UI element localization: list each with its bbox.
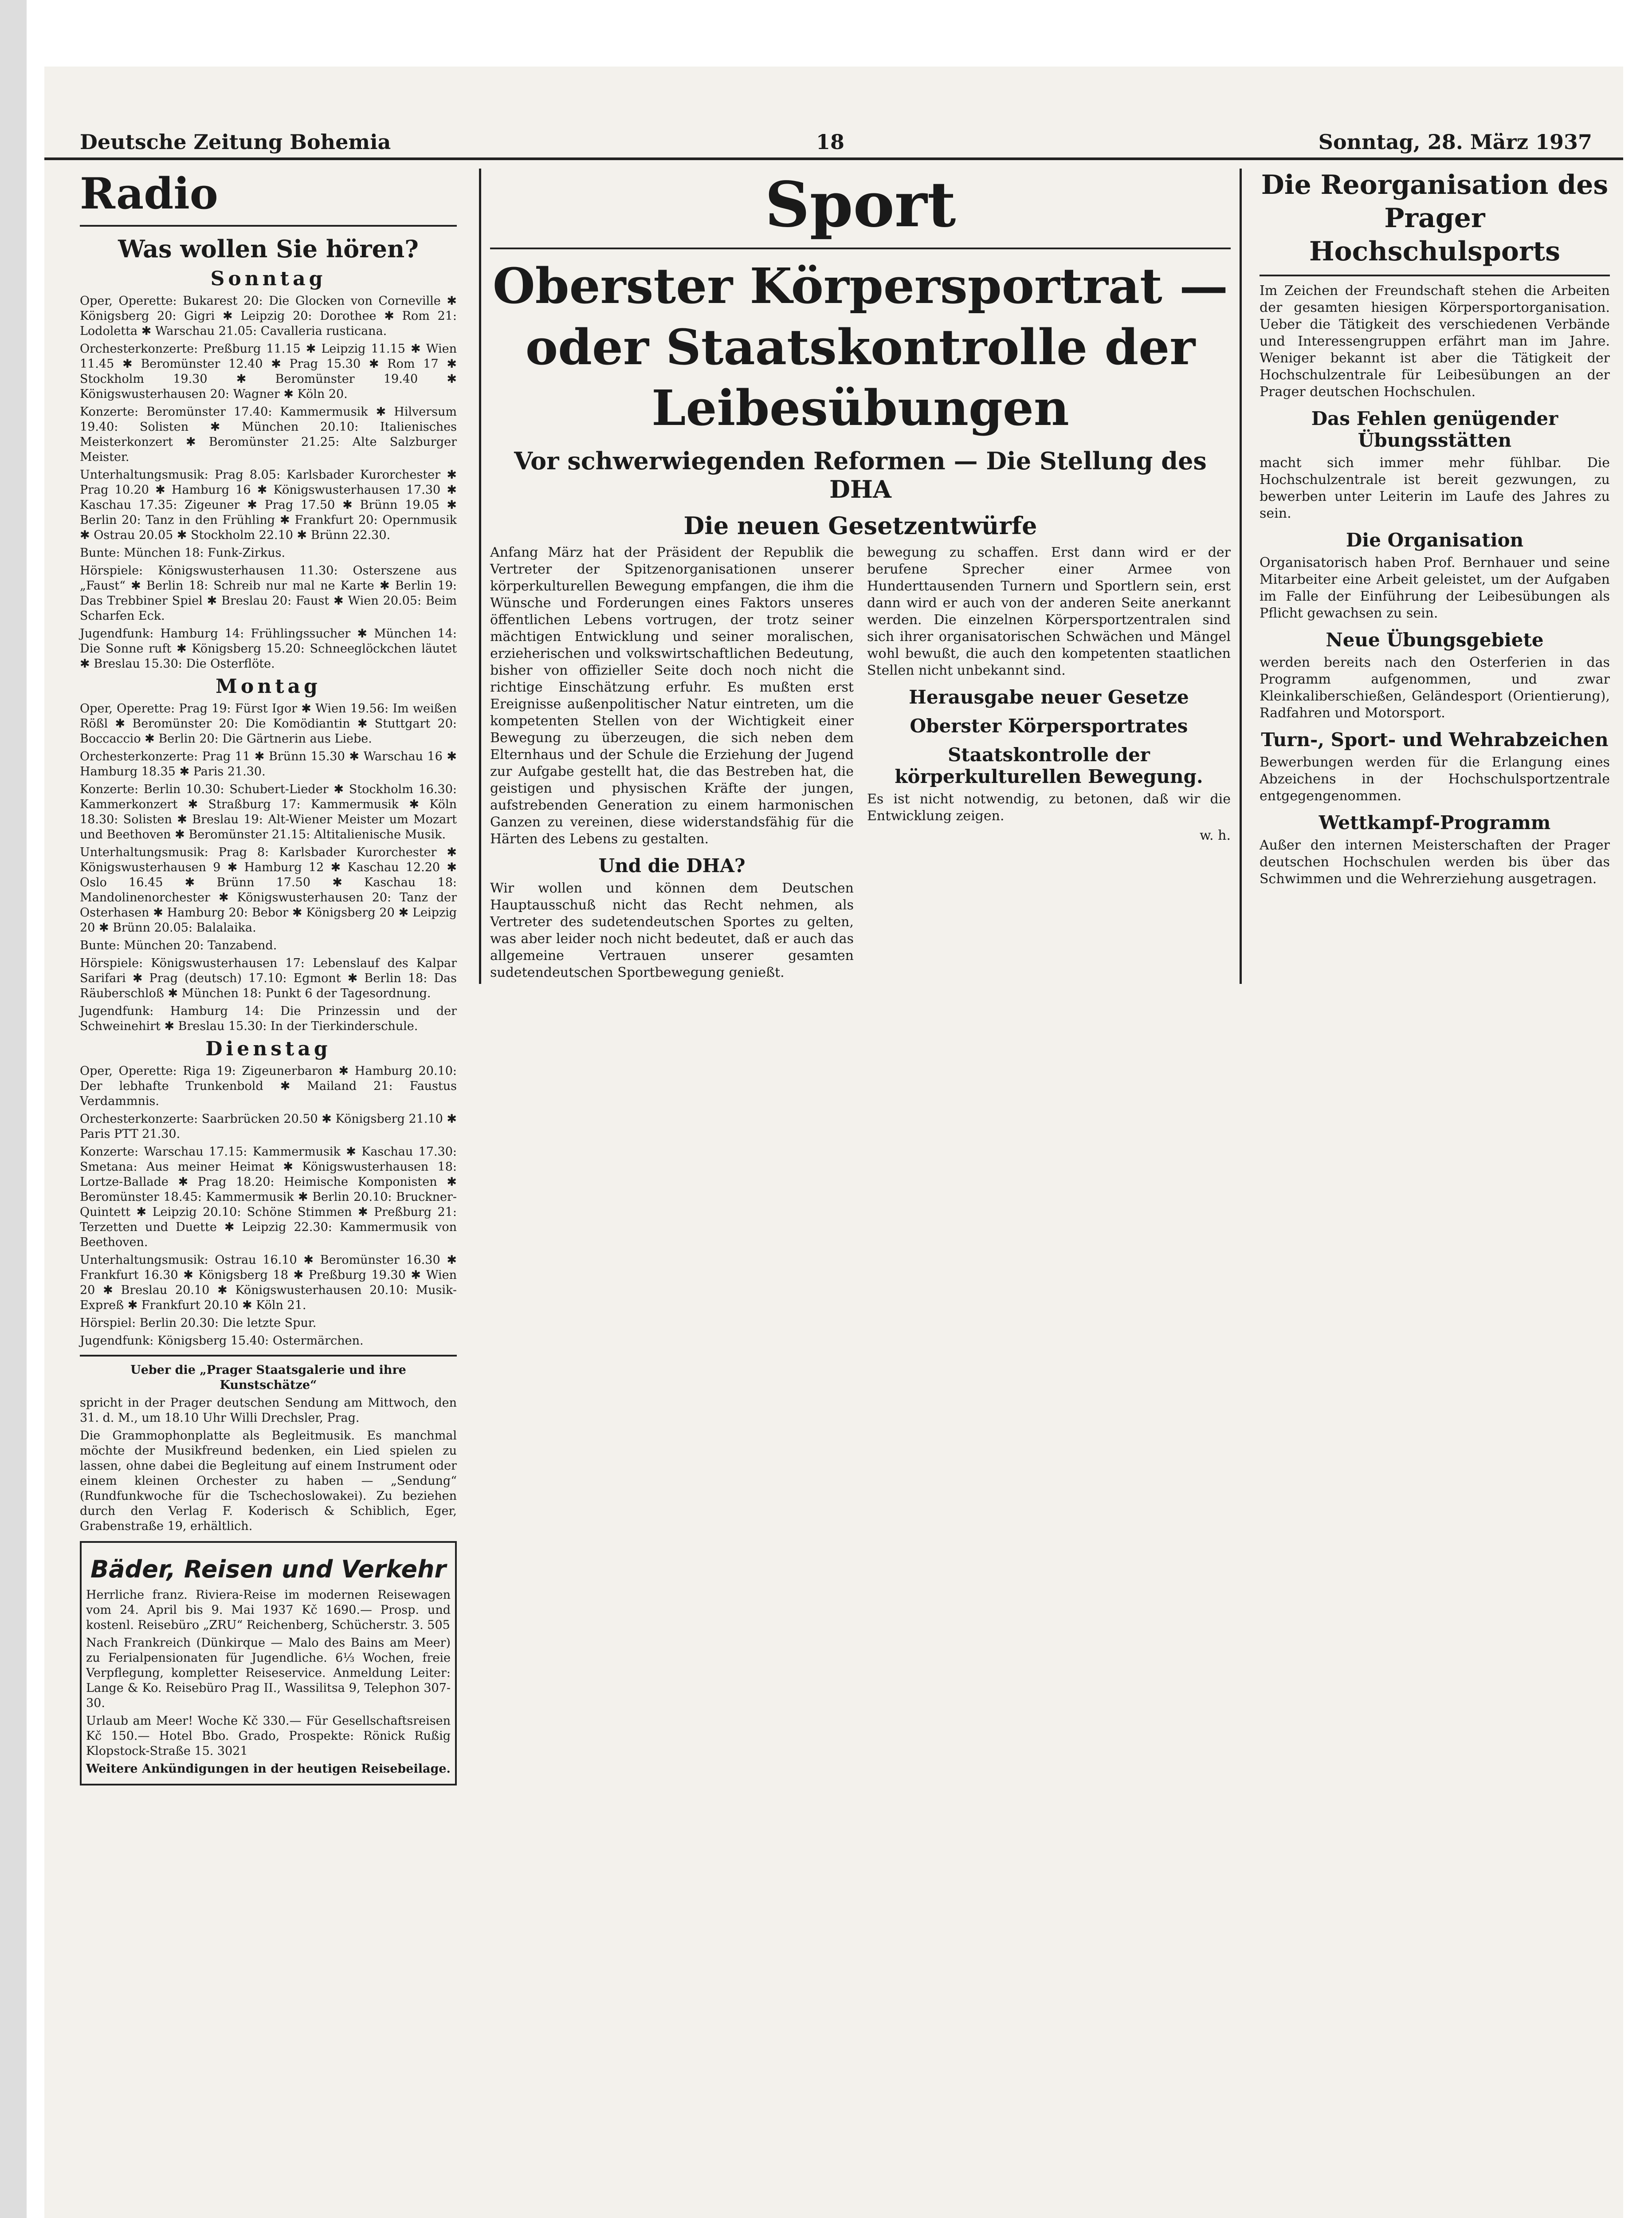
sport-body — [490, 544, 1231, 984]
newspaper-page — [44, 67, 1623, 2218]
radio-entry: Oper, Operette: Riga 19: Zigeunerbaron ✱ Hamburg 20.10: Der lebhafte Trunkenbold ✱ Mailand 21: Faustus Verdammnis. — [80, 1064, 457, 1108]
notice-text: spricht in der Prager deutschen Sendung am Mittwoch, den 31. d. M., um 18.10 Uhr Willi Drechsler, Prag. — [80, 1396, 457, 1425]
sport-paragraph: Wir wollen und können dem Deutschen Hauptausschuß nicht das Recht nehmen, als Vertreter des sudetendeutschen Sportes zu gelten, was aber leider noch nicht bedeutet, daß er auch das allgemeine Vertrauen unserer gesamten sudetendeutschen Sportbewegung genießt. — [490, 880, 854, 980]
radio-title: Radio — [80, 169, 218, 219]
radio-entry: Hörspiele: Königswusterhausen 11.30: Osterszene aus „Faust“ ✱ Berlin 18: Schreib nur mal ne Karte ✱ Berlin 19: Das Trebbiner Spiel ✱ Breslau 20: Faust ✱ Wien 20.05: Beim Scharfen Eck. — [80, 564, 457, 623]
page-header — [44, 126, 1623, 160]
radio-day-1 — [80, 675, 457, 1034]
radio-entry: Hörspiele: Königswusterhausen 17: Lebenslauf des Kalpar Sarifari ✱ Prag (deutsch) 17.10: Egmont ✱ Berlin 18: Das Räuberschloß ✱ München 18: Punkt 6 der Tagesordnung. — [80, 956, 457, 1000]
radio-question: Was wollen Sie hören? — [118, 235, 419, 263]
radio-entry: Konzerte: Warschau 17.15: Kammermusik ✱ Kaschau 17.30: Smetana: Aus meiner Heimat ✱ Königswusterhausen 18: Lortze-Ballade ✱ Prag 18.20: Heimische Komponisten ✱ Beromünster 18.45: Kammermusik ✱ Berlin 20.10: Bruckner-Quintett ✱ Leipzig 20.10: Schöne Stimmen ✱ Preßburg 21: Terzetten und Duette ✱ Leipzig 22.30: Kammermusik von Beethoven. — [80, 1145, 457, 1249]
right-paragraph: macht sich immer mehr fühlbar. Die Hochschulzentrale ist bereit gezwungen, zu bewerben unter Leiterin im Laufe des Jahres zu sein. — [1260, 455, 1610, 521]
radio-entry: Jugendfunk: Königsberg 15.40: Ostermärchen. — [80, 1334, 364, 1348]
radio-day-0 — [80, 267, 457, 672]
travel-ad: Nach Frankreich (Dünkirque — Malo des Bains am Meer) zu Ferialpensionaten für Jugendliche. 6⅓ Wochen, freie Verpflegung, kompletter Reiseservice. Anmeldung Leiter: Lange & Ko. Reisebüro Prag II., Wassilitsa 9, Telephon 307-30. — [86, 1636, 451, 1710]
right-paragraph: Außer den internen Meisterschaften der Prager deutschen Hochschulen werden bis über das Schwimmen und die Wehrerziehung ausgetragen. — [1260, 838, 1610, 887]
radio-entry: Orchesterkonzerte: Saarbrücken 20.50 ✱ Königsberg 21.10 ✱ Paris PTT 21.30. — [80, 1112, 457, 1141]
right-sub: Die Organisation — [1346, 529, 1524, 551]
radio-entry: Orchesterkonzerte: Preßburg 11.15 ✱ Leipzig 11.15 ✱ Wien 11.45 ✱ Beromünster 12.40 ✱ Prag 15.30 ✱ Rom 17 ✱ Stockholm 19.30 ✱ Beromünster 19.40 ✱ Königswusterhausen 20: Wagner ✱ Köln 20. — [80, 342, 457, 401]
sport-sub: Oberster Körpersportrates — [910, 715, 1188, 737]
sport-signature: w. h. — [1199, 827, 1231, 843]
radio-entry: Unterhaltungsmusik: Prag 8.05: Karlsbader Kurorchester ✱ Prag 10.20 ✱ Hamburg 16 ✱ Königswusterhausen 17.30 ✱ Kaschau 17.35: Zigeuner ✱ Prag 17.50 ✱ Brünn 19.05 ✱ Berlin 20: Tanz in den Frühling ✱ Frankfurt 20: Opernmusik ✱ Ostrau 20.05 ✱ Stockholm 22.10 ✱ Brünn 22.30. — [80, 468, 457, 542]
sport-sub: Herausgabe neuer Gesetze — [909, 686, 1189, 708]
sport-subheadline: Vor schwerwiegenden Reformen — Die Stellung des DHA — [514, 446, 1207, 503]
sport-headline: Oberster Körpersportrat — oder Staatskontrolle der Leibesübungen — [492, 257, 1228, 437]
day-title: Dienstag — [205, 1038, 331, 1060]
right-sub: Neue Übungsgebiete — [1326, 629, 1544, 651]
right-paragraph: Organisatorisch haben Prof. Bernhauer und seine Mitarbeiter eine Arbeit geleistet, um der Aufgaben im Falle der Einführung der Leibesübungen als Pflicht gewachsen zu sein. — [1260, 555, 1610, 621]
sport-paragraph: Anfang März hat der Präsident der Republik die Vertreter der Spitzenorganisationen unserer körperkulturellen Bewegung empfangen, die ihm die Wünsche und Forderungen eines Faktors unseres öffentlichen Lebens vortrugen, der trotz seiner mächtigen Entwicklung und seiner moralischen, erzieherischen und volkswirtschaftlichen Bedeutung, bisher von offizieller Seite doch noch nicht die richtige Einschätzung erfuhr. Es mußten erst Ereignisse außenpolitischer Natur eintreten, um die kompetenten Stellen von der Wichtigkeit einer Bewegung zu überzeugen, die sich neben dem Elternhaus und der Schule die Erziehung der Jugend zur Aufgabe gestellt hat, die das Bestreben hat, die geistigen und physischen Kräfte der jungen, aufstrebenden Generation zu einem harmonischen Ganzen zu vereinen, diese widerstandsfähig für die Härten des Lebens zu gestalten. — [490, 544, 854, 847]
right-sub: Wettkampf-Programm — [1318, 812, 1551, 834]
radio-entry: Oper, Operette: Bukarest 20: Die Glocken von Corneville ✱ Königsberg 20: Gigri ✱ Leipzig 20: Dorothee ✱ Rom 21: Lodoletta ✱ Warschau 21.05: Cavalleria rusticana. — [80, 294, 457, 338]
right-paragraph: Bewerbungen werden für die Erlangung eines Abzeichens in der Hochschulsportzentrale entgegengenommen. — [1260, 755, 1610, 804]
radio-entry: Orchesterkonzerte: Prag 11 ✱ Brünn 15.30 ✱ Warschau 16 ✱ Hamburg 18.35 ✱ Paris 21.30. — [80, 750, 457, 779]
radio-entry: Oper, Operette: Prag 19: Fürst Igor ✱ Wien 19.56: Im weißen Rößl ✱ Beromünster 20: Die Komödiantin ✱ Stuttgart 20: Boccaccio ✱ Berlin 20: Die Gärtnerin aus Liebe. — [80, 702, 457, 746]
travel-ad: Herrliche franz. Riviera-Reise im modernen Reisewagen vom 24. April bis 9. Mai 1937 Kč 1690.— Prosp. und kostenl. Reisebüro „ZRU“ Reichenberg, Schücherstr. 3. 505 — [86, 1588, 451, 1632]
sport-section-title: Sport — [765, 169, 956, 241]
sport-paragraph: Es ist nicht notwendig, zu betonen, daß wir die Entwicklung zeigen. — [867, 791, 1231, 824]
right-column — [1260, 169, 1610, 890]
right-title: Die Reorganisation des Prager Hochschulsports — [1261, 169, 1609, 267]
right-paragraph: werden bereits nach den Osterferien in das Programm aufgenommen, und zwar Kleinkaliberschießen, Geländesport (Orientierung), Radfahren und Motorsport. — [1260, 655, 1610, 721]
radio-entry: Bunte: München 20: Tanzabend. — [80, 939, 277, 952]
right-paragraph: Im Zeichen der Freundschaft stehen die Arbeiten der gesamten hiesigen Körpersportorganisation. Ueber die Tätigkeit des verschiedenen Verbände und Interessengruppen erfährt man im Jahre. Weniger bekannt ist aber die Tätigkeit der Hochschulzentrale für Leibesübungen an der Prager deutschen Hochschulen. — [1260, 283, 1610, 400]
sport-subsub: Die neuen Gesetzentwürfe — [683, 511, 1037, 540]
day-title: Montag — [216, 675, 321, 698]
grammophon-text: Die Grammophonplatte als Begleitmusik. Es manchmal möchte der Musikfreund bedenken, ein Lied spielen zu lassen, ohne dabei die Begleitung auf einem Instrument oder einem kleinen Orchester zu haben — „Sendung“ (Rundfunkwoche für die Tschechoslowakei). Zu beziehen durch den Verlag F. Koderisch & Schiblich, Eger, Grabenstraße 19, erhältlich. — [80, 1429, 457, 1533]
radio-column — [80, 169, 457, 1785]
day-title: Sonntag — [210, 267, 326, 290]
sport-col-a — [490, 544, 854, 984]
divider — [80, 1355, 457, 1357]
divider — [490, 248, 1231, 249]
radio-entry: Konzerte: Berlin 10.30: Schubert-Lieder ✱ Stockholm 16.30: Kammerkonzert ✱ Straßburg 17: Kammermusik ✱ Köln 18.30: Solisten ✱ Breslau 19: Alt-Wiener Meister um Mozart und Beethoven ✱ Beromünster 21.15: Altitalienische Musik. — [80, 783, 457, 842]
paper-name: Deutsche Zeitung Bohemia — [80, 130, 391, 154]
radio-entry: Unterhaltungsmusik: Prag 8: Karlsbader Kurorchester ✱ Königswusterhausen 9 ✱ Hamburg 12 ✱ Kaschau 12.20 ✱ Oslo 16.45 ✱ Brünn 17.50 ✱ Kaschau 18: Mandolinenorchester ✱ Königswusterhausen 20: Tanz der Osterhasen ✱ Hamburg 20: Bebor ✱ Königsberg 20 ✱ Leipzig 20 ✱ Brünn 20.05: Balalaika. — [80, 846, 457, 935]
travel-title: Bäder, Reisen und Verkehr — [90, 1555, 447, 1583]
radio-notice — [80, 1363, 457, 1534]
notice-title: Ueber die „Prager Staatsgalerie und ihre Kunstschätze“ — [130, 1363, 406, 1392]
travel-footer: Weitere Ankündigungen in der heutigen Reisebeilage. — [86, 1762, 451, 1776]
travel-ad: Urlaub am Meer! Woche Kč 330.— Für Gesellschaftsreisen Kč 150.— Hotel Bbo. Grado, Prospekte: Rönick Rußig Klopstock-Straße 15. 3021 — [86, 1714, 451, 1758]
page-date: Sonntag, 28. März 1937 — [1318, 130, 1592, 154]
page-number: 18 — [816, 130, 845, 154]
travel-box — [80, 1541, 457, 1785]
sport-paragraph: bewegung zu schaffen. Erst dann wird er der berufene Sprecher einer Armee von Hunderttausenden Turnern und Sportlern sein, erst dann wird er auch von der anderen Seite anerkannt werden. Die einzelnen Körpersportzentralen sind sich ihrer organisatorischen Schwächen und Mängel wohl bewußt, die auch den kompetenten staatlichen Stellen nicht unbekannt sind. — [867, 544, 1231, 678]
radio-entry: Bunte: München 18: Funk-Zirkus. — [80, 546, 286, 560]
sport-column — [479, 169, 1242, 984]
divider — [1260, 275, 1610, 276]
divider — [80, 225, 457, 227]
right-sub: Turn-, Sport- und Wehrabzeichen — [1261, 729, 1609, 751]
sport-sub: Staatskontrolle der körperkulturellen Bewegung. — [895, 743, 1203, 787]
radio-entry: Konzerte: Beromünster 17.40: Kammermusik ✱ Hilversum 19.40: Solisten ✱ München 20.10: Italienisches Meisterkonzert ✱ Beromünster 21.25: Alte Salzburger Meister. — [80, 405, 457, 464]
sport-col-b — [867, 544, 1231, 984]
radio-entry: Jugendfunk: Hamburg 14: Frühlingssucher ✱ München 14: Die Sonne ruft ✱ Königsberg 15.20: Schneeglöckchen läutet ✱ Breslau 15.30: Die Osterflöte. — [80, 627, 457, 671]
radio-entry: Unterhaltungsmusik: Ostrau 16.10 ✱ Beromünster 16.30 ✱ Frankfurt 16.30 ✱ Königsberg 18 ✱ Preßburg 19.30 ✱ Wien 20 ✱ Breslau 20.10 ✱ Königswusterhausen 20.10: Musik-Expreß ✱ Frankfurt 20.10 ✱ Köln 21. — [80, 1253, 457, 1312]
radio-entry: Hörspiel: Berlin 20.30: Die letzte Spur. — [80, 1316, 317, 1330]
sport-sub: Und die DHA? — [598, 854, 746, 877]
radio-day-2 — [80, 1038, 457, 1349]
radio-entry: Jugendfunk: Hamburg 14: Die Prinzessin und der Schweinehirt ✱ Breslau 15.30: In der Tierkinderschule. — [80, 1004, 457, 1033]
right-sub: Das Fehlen genügender Übungsstätten — [1311, 408, 1558, 451]
scan-edge — [0, 0, 27, 2218]
